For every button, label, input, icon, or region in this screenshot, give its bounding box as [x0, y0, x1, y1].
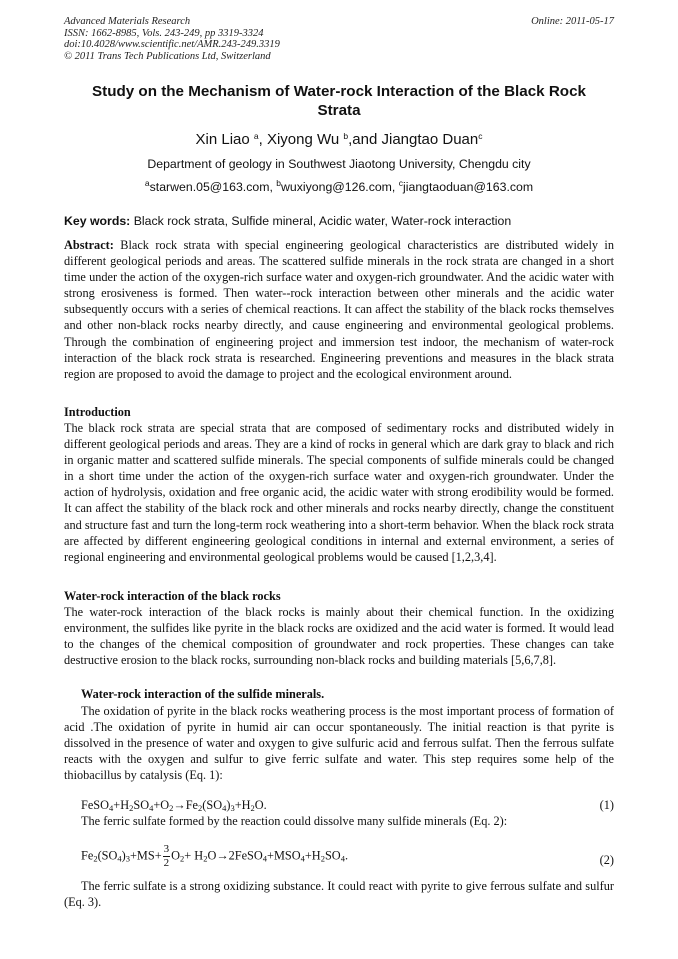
- fraction: $\frac{3}{2}$: [163, 843, 170, 869]
- ferric-sulfate-sentence: The ferric sulfate formed by the reaction could dissolve many sulfide minerals (Eq. 2):: [81, 814, 508, 828]
- ferric-sulfate-paragraph: The ferric sulfate is a strong oxidizing substance. It could react with pyrite to give ferrous sulfate and sulfur (Eq. 3).: [64, 879, 614, 910]
- email-mark: b: [276, 178, 282, 188]
- equation-1-number: (1): [599, 798, 614, 812]
- author-name: ,and Jiangtao Duan: [348, 131, 479, 148]
- author-emails: [40, 179, 638, 195]
- subsection-heading: Water-rock interaction of the sulfide minerals.: [81, 687, 325, 701]
- paper-title: [40, 82, 638, 120]
- affiliation: Department of geology in Southwest Jiaotong University, Chengdu city: [147, 157, 531, 171]
- online-date: Online: 2011-05-17: [531, 16, 614, 27]
- title-line-2: Strata: [317, 102, 361, 119]
- author-affil-mark: b: [343, 131, 349, 141]
- introduction-text: The black rock strata are special strata that are composed of sedimentary rocks and distributed widely in different geological periods and areas. They are a kind of rocks in general which are dark gray to black and rich in organic matter and scattered sulfide minerals. The special components of sulfide minerals could be changed in a short time under the action of the oxygen-rich surface water and oxygen-rich groundwater. Under the action of hydrolysis, oxidation and free organic acid, the acidic water with strong erodibility would be formed. It can affect the stability of the black rock and other minerals and rocks nearby directly, change the constituent and structure fast and turn the long-term rock weathering into a short-term behavior. When the black rock strata are affected by different engineering geological conditions in internal and external environment, a series of regional engineering and environmental geological problems would be caused [1,2,3,4].: [64, 421, 614, 564]
- abstract: [64, 237, 614, 382]
- section-heading: Water-rock interaction of the black rocks: [64, 589, 281, 603]
- pyrite-oxidation-paragraph: The oxidation of pyrite in the black rocks weathering process is the most important process of formation of acid .The oxidation of pyrite in humid air can occur spontaneously. The initial reaction is that pyrite is dissolved in the presence of water and oxygen to give sulfuric acid and ferrous sulfat. Then the ferrous sulfate reacts with the oxygen and sulfur to give ferric sulfate and water. This step requires some help of the thiobacillus by catalysis (Eq. 1):: [64, 704, 614, 783]
- author-list: [40, 130, 638, 149]
- email-address: wuxiyong@126.com,: [281, 180, 399, 194]
- author-name: , Xiyong Wu: [258, 131, 340, 148]
- journal-header: [64, 16, 280, 62]
- email-address: jiangtaoduan@163.com: [403, 180, 534, 194]
- doi-line: doi:10.4028/www.scientific.net/AMR.243-249.3319: [64, 39, 280, 50]
- journal-name: Advanced Materials Research: [64, 16, 191, 27]
- author-name: Xin Liao: [195, 131, 250, 148]
- keywords-label: Key words:: [64, 214, 131, 228]
- abstract-text: Black rock strata with special engineering geological characteristics are distributed widely in different geological periods and areas. The scattered sulfide minerals in the rock strata are changed in a short time under the action of the oxygen-rich surface water and oxygen-rich groundwater. And the acidic water with strong erosiveness is formed. Then water--rock interaction between other minerals and the acidic water subsequently occurs with a series of chemical reactions. It can affect the stability of the black rocks themselves and other non-black rocks nearby directly, and cause engineering and environmental geological problems. Through the combination of engineering project and immersion test indoor, the mechanism of water-rock interaction of the black rock strata is researched. Engineering preventions and measures in the black strata region are proposed to avoid the damage to project and the ecological environment around.: [64, 238, 614, 381]
- introduction-heading: Introduction: [64, 405, 131, 419]
- keywords: [64, 213, 624, 229]
- author-affil-mark: a: [253, 131, 259, 141]
- copyright-line: © 2011 Trans Tech Publications Ltd, Switzerland: [64, 50, 271, 62]
- issn-line: ISSN: 1662-8985, Vols. 243-249, pp 3319-3324: [64, 27, 264, 39]
- keywords-text: Black rock strata, Sulfide mineral, Acidic water, Water-rock interaction: [130, 214, 512, 228]
- author-affil-mark: c: [478, 131, 483, 141]
- equation-2: $Fe_2(SO_4)_3+MS+$ $\frac{3}{2}$ $O_2+$ $H_2O\to 2FeSO_4+MSO_4+H_2SO_4$.: [81, 843, 349, 869]
- equation-2-number: (2): [599, 853, 614, 867]
- title-line-1: Study on the Mechanism of Water-rock Interaction of the Black Rock: [92, 83, 586, 100]
- email-mark: c: [398, 178, 404, 188]
- abstract-label: Abstract:: [64, 238, 114, 252]
- email-mark: a: [144, 178, 150, 188]
- equation-1: $FeSO_4+H_2SO_4+O_2\to Fe_2(SO_4)_3+H_2O$.: [81, 798, 267, 813]
- section-text: The water-rock interaction of the black rocks is mainly about their chemical function. In the oxidizing environment, the sulfides like pyrite in the black rocks are oxidized and the acid water is formed. It would lead to the changes of the chemical composition of groundwater and rock properties. These changes can take destructive erosion to the black rocks, surrounding non-black rocks and building materials [5,6,7,8].: [64, 605, 614, 668]
- email-address: starwen.05@163.com,: [149, 180, 277, 194]
